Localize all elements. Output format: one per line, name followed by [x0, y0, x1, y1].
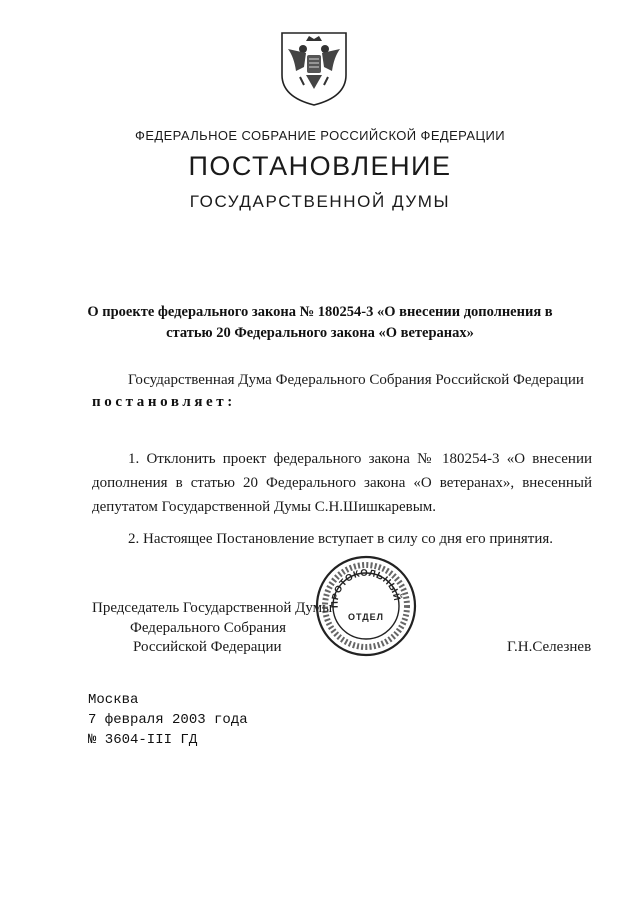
organization-header: ФЕДЕРАЛЬНОЕ СОБРАНИЕ РОССИЙСКОЙ ФЕДЕРАЦИИ: [135, 128, 505, 143]
footer-date: 7 февраля 2003 года: [88, 712, 248, 728]
subject-line-1: О проекте федерального закона № 180254-3 «О внесении дополнения в: [87, 304, 553, 320]
subject-line-2: статью 20 Федерального закона «О ветеранах»: [166, 325, 474, 341]
resolution-item-1: 1. Отклонить проект федерального закона № 180254-3 «О внесении дополнения в статью 20 Федерального закона «О ветеранах», внесенный депутатом Государственной Думы С.Н.Шишкаревым.: [92, 451, 592, 515]
footer-document-number: № 3604-III ГД: [88, 732, 198, 748]
resolution-item-2: 2. Настоящее Постановление вступает в силу со дня его принятия.: [128, 531, 554, 547]
signature-title-line-2: Федерального Собрания: [130, 620, 287, 636]
state-emblem-icon: [276, 27, 352, 107]
signature-title-line-3: Российской Федерации: [133, 639, 282, 655]
signer-name: Г.Н.Селезнев: [507, 639, 592, 655]
footer-city: Москва: [88, 692, 139, 708]
resolves-word: постановляет:: [92, 394, 236, 410]
official-stamp: [314, 554, 418, 658]
document-title: ПОСТАНОВЛЕНИЕ: [188, 151, 452, 181]
stamp-text-top: ПРОТОКОЛЬНЫЙ: [329, 567, 403, 609]
document-subtitle: ГОСУДАРСТВЕННОЙ ДУМЫ: [189, 192, 451, 211]
stamp-text-bottom: ОТДЕЛ: [347, 612, 385, 622]
signature-title-line-1: Председатель Государственной Думы: [92, 600, 333, 616]
intro-paragraph: Государственная Дума Федерального Собрания Российской Федерации: [128, 372, 584, 388]
subject-heading: [70, 302, 570, 344]
